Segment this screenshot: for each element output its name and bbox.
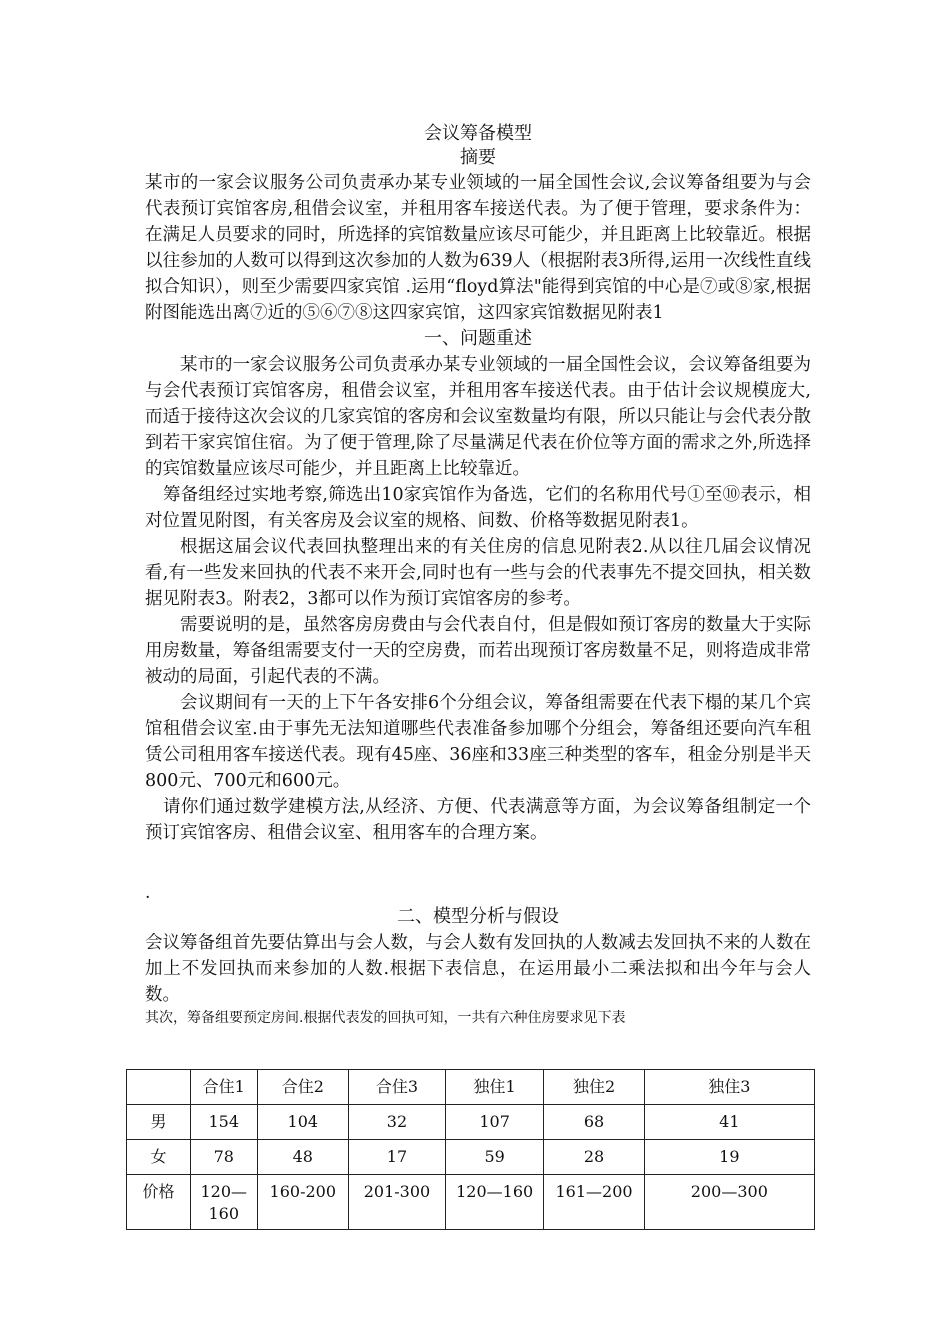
room-requirements-table bbox=[126, 1069, 815, 1230]
table-header-cell: 合住3 bbox=[348, 1070, 445, 1105]
table-cell: 32 bbox=[348, 1105, 445, 1140]
table-intro-note: 其次，筹备组要预定房间.根据代表发的回执可知，一共有六种住房要求见下表 bbox=[145, 1010, 626, 1026]
table-row bbox=[127, 1105, 815, 1140]
document-body bbox=[145, 122, 811, 1028]
table-cell: 68 bbox=[544, 1105, 644, 1140]
table-header-cell: 合住2 bbox=[257, 1070, 348, 1105]
table-cell: 107 bbox=[445, 1105, 543, 1140]
section1-paragraph: 会议期间有一天的上下午各安排6个分组会议，筹备组需要在代表下榻的某几个宾馆租借会议室.由于事先无法知道哪些代表准备参加哪个分组会，筹备组还要向汽车租赁公司租用客车接送代表。现有45座、36座和33座三种类型的客车，租金分别是半天800元、700元和600元。 bbox=[145, 693, 811, 791]
table-cell: 48 bbox=[257, 1140, 348, 1175]
table-row bbox=[127, 1140, 815, 1175]
table-cell: 17 bbox=[348, 1140, 445, 1175]
table-cell: 120—160 bbox=[190, 1175, 257, 1230]
table-cell: 200—300 bbox=[644, 1175, 814, 1230]
table-cell: 女 bbox=[127, 1140, 191, 1175]
paper-title: 会议筹备模型 bbox=[424, 123, 532, 144]
section2-heading: 二、模型分析与假设 bbox=[397, 906, 559, 927]
table-header-cell: 合住1 bbox=[190, 1070, 257, 1105]
table-header-cell: 独住1 bbox=[445, 1070, 543, 1105]
table-header-cell bbox=[127, 1070, 191, 1105]
table-cell: 78 bbox=[190, 1140, 257, 1175]
abstract-heading: 摘要 bbox=[460, 147, 496, 168]
stray-dot: . bbox=[145, 883, 151, 903]
table-cell: 28 bbox=[544, 1140, 644, 1175]
table-cell: 201-300 bbox=[348, 1175, 445, 1230]
section1-heading: 一、问题重述 bbox=[424, 328, 532, 349]
table-cell: 154 bbox=[190, 1105, 257, 1140]
section1-paragraph: 请你们通过数学建模方法,从经济、方便、代表满意等方面，为会议筹备组制定一个预订宾馆客房、租借会议室、租用客车的合理方案。 bbox=[145, 797, 811, 843]
table-cell: 41 bbox=[644, 1105, 814, 1140]
section1-paragraph: 根据这届会议代表回执整理出来的有关住房的信息见附表2.从以往几届会议情况看,有一些发来回执的代表不来开会,同时也有一些与会的代表事先不提交回执，相关数据见附表3。附表2，3都可以作为预订宾馆客房的参考。 bbox=[145, 537, 811, 609]
table-header-cell: 独住3 bbox=[644, 1070, 814, 1105]
table-cell: 161—200 bbox=[544, 1175, 644, 1230]
table-cell: 价格 bbox=[127, 1175, 191, 1230]
table-cell: 59 bbox=[445, 1140, 543, 1175]
table-row bbox=[127, 1175, 815, 1230]
section1-paragraph: 筹备组经过实地考察,筛选出10家宾馆作为备选，它们的名称用代号①至⑩表示，相对位置见附图，有关客房及会议室的规格、间数、价格等数据见附表1。 bbox=[145, 485, 811, 531]
table-cell: 19 bbox=[644, 1140, 814, 1175]
section2-paragraph: 会议筹备组首先要估算出与会人数，与会人数有发回执的人数减去发回执不来的人数在加上不发回执而来参加的人数.根据下表信息，在运用最小二乘法拟和出今年与会人数。 bbox=[145, 933, 811, 1005]
table-cell: 120—160 bbox=[445, 1175, 543, 1230]
table-cell: 男 bbox=[127, 1105, 191, 1140]
abstract-text: 某市的一家会议服务公司负责承办某专业领域的一届全国性会议,会议筹备组要为与会代表预订宾馆客房,租借会议室，并租用客车接送代表。为了便于管理，要求条件为：在满足人员要求的同时，所选择的宾馆数量应该尽可能少，并且距离上比较靠近。根据以往参加的人数可以得到这次参加的人数为639人（根据附表3所得,运用一次线性直线拟合知识），则至少需要四家宾馆 .运用“floyd算法"能得到宾馆的中心是⑦或⑧家,根据附图能选出离⑦近的⑤⑥⑦⑧这四家宾馆，这四家宾馆数据见附表1 bbox=[145, 173, 811, 323]
table-header-cell: 独住2 bbox=[544, 1070, 644, 1105]
table-cell: 104 bbox=[257, 1105, 348, 1140]
table-header-row bbox=[127, 1070, 815, 1105]
section1-paragraph: 某市的一家会议服务公司负责承办某专业领域的一届全国性会议，会议筹备组要为与会代表预订宾馆客房，租借会议室，并租用客车接送代表。由于估计会议规模庞大,而适于接待这次会议的几家宾馆的客房和会议室数量均有限，所以只能让与会代表分散到若干家宾馆住宿。为了便于管理,除了尽量满足代表在价位等方面的需求之外,所选择的宾馆数量应该尽可能少，并且距离上比较靠近。 bbox=[145, 355, 811, 479]
table-cell: 160-200 bbox=[257, 1175, 348, 1230]
section1-paragraph: 需要说明的是，虽然客房房费由与会代表自付，但是假如预订客房的数量大于实际用房数量，筹备组需要支付一天的空房费，而若出现预订客房数量不足，则将造成非常被动的局面，引起代表的不满。 bbox=[145, 615, 811, 687]
